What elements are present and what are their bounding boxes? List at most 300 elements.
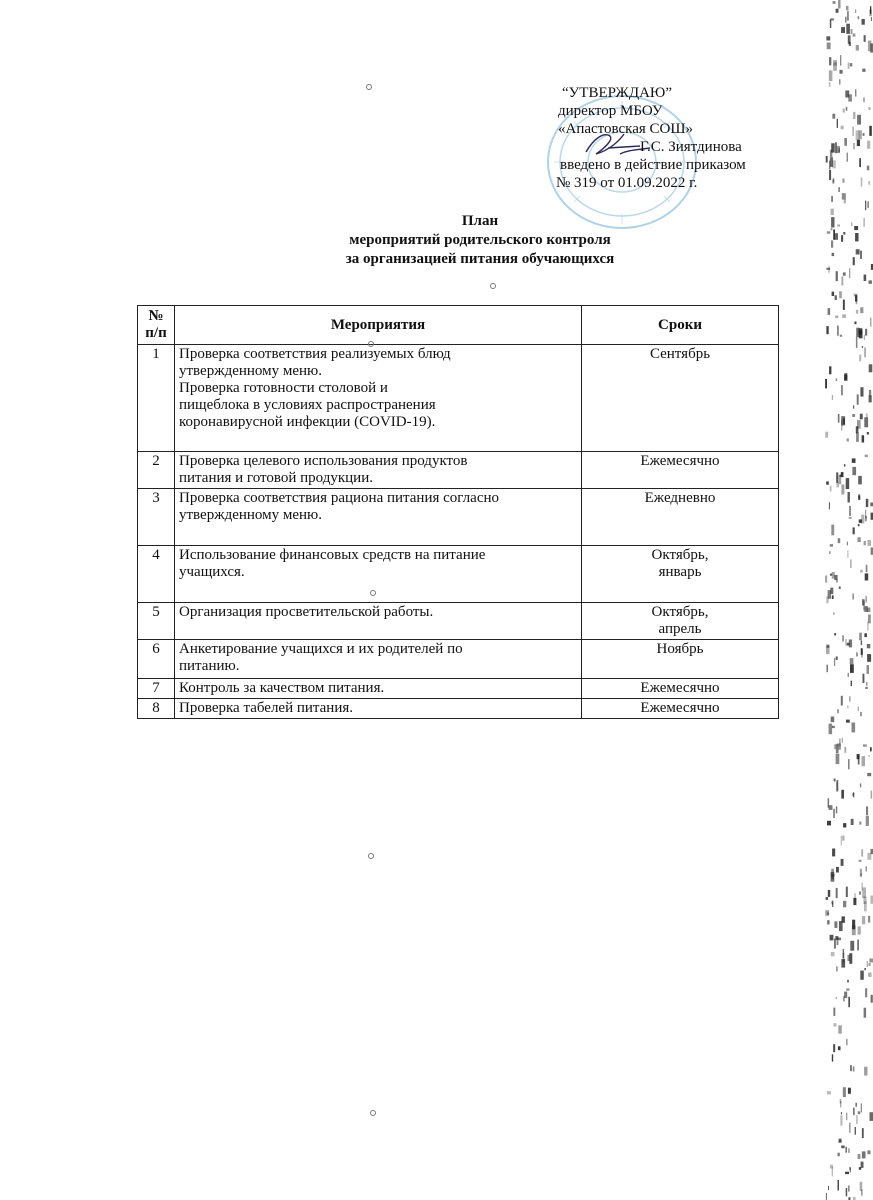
scan-noise-mark [853,792,854,797]
scan-noise-mark [869,364,873,372]
scan-noise-mark [855,1127,856,1135]
scan-noise-mark [831,717,835,723]
approval-signatory: Г.С. Зиятдинова [640,139,742,155]
term-line: апрель [658,621,702,637]
scan-noise-mark [868,107,870,110]
scan-noise-mark [853,127,854,136]
scan-noise-mark [865,968,866,970]
scan-noise-mark [864,1067,867,1076]
activity-line: утвержденному меню. [179,363,323,379]
scan-noise-mark [850,1065,852,1071]
scan-noise-mark [836,754,840,765]
scan-noise-mark [868,973,871,977]
scan-noise-mark [844,373,847,380]
scan-noise-mark [831,217,834,227]
scan-noise-mark [841,27,845,33]
approval-position: директор МБОУ [558,103,663,119]
scan-noise-mark [836,997,838,999]
scan-noise-mark [867,654,871,662]
scan-noise-mark [860,570,863,573]
scan-noise-mark [858,1154,861,1159]
scan-noise-mark [859,860,862,862]
scan-noise-mark [861,640,862,645]
scan-noise-mark [843,109,846,113]
scan-noise-mark [831,872,835,882]
scan-noise-mark [855,233,858,241]
scan-noise-mark [861,849,863,856]
scan-noise-mark [860,307,863,313]
scan-noise-mark [856,433,859,442]
term-line: Ежедневно [644,490,716,506]
scan-noise-mark [868,916,870,923]
scan-speck [370,1110,376,1116]
scan-noise-mark [869,963,871,966]
scan-noise-mark [853,1108,855,1116]
scan-noise-mark [831,240,833,247]
scan-noise-mark [860,1182,863,1191]
scan-noise-mark [832,180,834,184]
scan-noise-mark [856,45,859,51]
scan-noise-mark [850,1168,851,1173]
scan-noise-mark [831,952,835,956]
title-line-3: за организацией питания обучающихся [345,251,615,267]
scan-noise-mark [856,296,858,304]
scan-noise-mark [829,551,831,554]
scan-noise-mark [833,809,835,818]
scan-noise-mark [838,1153,840,1157]
header-num [138,306,175,345]
scan-noise-mark [862,1151,866,1158]
scan-noise-mark [843,823,846,827]
table-row [138,452,779,489]
scan-noise-mark [862,19,865,25]
scan-noise-mark [842,836,844,841]
scan-speck [490,283,496,289]
scan-noise-mark [860,869,862,877]
scan-noise-mark [825,379,827,389]
scan-noise-mark [829,366,831,374]
scan-noise-mark [867,622,868,631]
row-activity [175,452,582,489]
scan-noise-mark [848,63,850,69]
scan-noise-mark [852,920,855,930]
scan-noise-mark [826,481,829,484]
scan-noise-mark [832,849,835,857]
scan-noise-mark [826,36,830,40]
scan-noise-mark [866,866,867,871]
scan-noise-mark [867,608,870,613]
scan-noise-mark [858,476,862,485]
scan-noise-mark [865,329,867,336]
scan-noise-mark [841,1146,845,1149]
scan-noise-mark [852,414,855,417]
scan-noise-mark [846,988,849,990]
scan-noise-mark [842,179,844,183]
scan-noise-mark [829,170,831,180]
term-line: Ежемесячно [640,453,720,469]
scan-noise-mark [839,586,841,589]
scan-noise-mark [839,79,840,84]
scan-noise-mark [847,980,849,983]
scan-noise-mark [862,346,863,348]
scan-noise-mark [865,573,869,580]
scan-noise-mark [852,723,856,733]
scan-noise-mark [833,1044,835,1052]
scan-noise-mark [864,35,866,42]
scan-noise-mark [871,995,873,1003]
scan-noise-mark [832,114,835,119]
scan-noise-mark [863,674,865,683]
scan-noise-mark [829,502,830,509]
row-activity [175,345,582,452]
scan-noise-mark [849,506,850,516]
scan-noise-mark [838,743,841,749]
scan-noise-mark [865,988,867,997]
scan-noise-mark [871,17,872,21]
scan-noise-mark [843,272,846,275]
scan-noise-mark [834,575,837,580]
scan-speck [370,590,376,596]
scan-noise-mark [868,614,871,623]
row-term [582,603,779,640]
scan-noise-mark [838,1140,841,1143]
row-number: 3 [138,489,175,546]
scan-noise-mark [841,836,842,846]
scan-noise-mark [858,495,860,500]
approval-heading: “УТВЕРЖДАЮ” [562,85,673,101]
row-activity [175,679,582,699]
scan-noise-mark [849,1123,850,1133]
activity-line: Организация просветительской работы. [179,604,434,620]
scan-noise-mark [849,268,850,278]
scan-noise-mark [859,822,861,825]
term-line: Ноябрь [656,641,704,657]
scan-noise-mark [841,385,843,395]
scan-noise-mark [862,599,865,605]
scan-noise-mark [853,527,855,534]
scan-noise-mark [843,1087,846,1097]
scan-noise-mark [859,355,861,362]
scan-noise-mark [842,314,846,318]
row-number: 6 [138,640,175,679]
scan-noise-mark [863,218,865,227]
activity-line: Проверка готовности столовой и [179,380,388,396]
row-activity [175,699,582,719]
scan-noise-mark [867,644,871,648]
scan-noise-mark [868,540,872,546]
scan-noise-mark [857,115,861,125]
term-line: Октябрь, [651,547,709,563]
scan-noise-mark [837,146,840,153]
scan-noise-mark [836,966,837,971]
table-header-row [138,306,779,345]
scan-noise-mark [836,378,837,381]
scan-noise-mark [833,1023,836,1026]
scan-noise-mark [861,1103,862,1112]
header-activity: Мероприятия [175,306,582,345]
scan-noise-mark [826,156,828,163]
scan-noise-mark [840,70,843,74]
scan-noise-mark [855,9,856,13]
scan-noise-mark [856,1115,858,1124]
row-term [582,546,779,603]
scan-noise-mark [867,1150,870,1154]
approval-school: «Апастовская СОШ» [558,121,694,137]
scan-noise-mark [869,280,872,283]
scan-noise-mark [858,524,860,526]
scan-noise-mark [850,559,852,568]
scan-noise-mark [849,640,852,648]
scan-noise-mark [835,233,838,240]
scan-noise-mark [836,472,838,483]
scan-noise-mark [826,897,828,900]
scan-noise-mark [838,0,840,9]
table-row [138,679,779,699]
scan-edge-noise [821,0,873,1200]
scan-noise-mark [846,478,850,489]
table-row [138,345,779,452]
scan-noise-mark [844,747,846,753]
scan-noise-mark [838,1046,841,1050]
table-row [138,546,779,603]
scan-noise-mark [856,130,860,140]
activity-line: Проверка целевого использования продуктов [179,453,468,469]
scan-noise-mark [841,126,844,130]
scan-noise-mark [867,961,868,967]
scan-noise-mark [829,57,831,65]
scan-noise-mark [862,435,865,442]
scan-noise-mark [826,1193,827,1200]
scan-noise-mark [845,17,846,23]
scan-noise-mark [862,69,865,72]
scan-noise-mark [867,773,871,776]
scan-noise-mark [834,939,836,949]
table-row [138,603,779,640]
scan-noise-mark [829,82,831,87]
scan-noise-mark [848,997,850,1007]
scan-noise-mark [828,308,831,315]
scan-noise-mark [846,1188,848,1196]
scan-noise-mark [865,455,868,458]
row-term [582,489,779,546]
scan-noise-mark [848,1148,850,1153]
scan-noise-mark [831,209,834,216]
activity-line: коронавирусной инфекции (COVID-19). [179,414,436,430]
scan-noise-mark [827,43,831,50]
scan-noise-mark [830,1165,833,1169]
scan-noise-mark [832,292,835,296]
scan-noise-mark [830,157,833,167]
scan-noise-mark [866,565,868,572]
scan-noise-mark [830,150,833,158]
scan-noise-mark [844,199,846,203]
scan-noise-mark [862,887,866,898]
scan-noise-mark [830,486,832,492]
row-number: 4 [138,546,175,603]
activity-line: питания и готовой продукции. [179,470,373,486]
scan-noise-mark [850,664,854,673]
scan-noise-mark [863,133,865,136]
scan-noise-mark [846,107,848,111]
scan-noise-mark [866,806,868,815]
scan-noise-mark [843,300,845,310]
scan-noise-mark [842,635,844,641]
scan-noise-mark [841,859,844,866]
scan-noise-mark [847,550,848,558]
scan-noise-mark [839,475,842,484]
scan-noise-mark [838,938,841,941]
scan-noise-mark [828,890,830,897]
scan-noise-mark [848,1186,849,1192]
scan-noise-mark [827,920,830,924]
scan-noise-mark [853,112,855,119]
scan-noise-mark [858,537,861,542]
scan-noise-mark [871,791,873,799]
scan-noise-mark [838,1180,840,1191]
table-row [138,640,779,679]
scan-noise-mark [827,231,831,233]
row-activity [175,603,582,640]
scan-noise-mark [859,519,862,523]
scan-noise-mark [827,1091,831,1094]
approval-enacted: введено в действие приказом [560,157,746,173]
scan-noise-mark [828,590,831,599]
scan-noise-mark [859,158,861,167]
scan-noise-mark [847,153,848,162]
scan-noise-mark [840,335,842,337]
term-line: Октябрь, [651,604,709,620]
scan-noise-mark [864,335,865,340]
scan-noise-mark [853,34,856,37]
scan-noise-mark [844,992,847,998]
row-term [582,452,779,489]
activity-line: Проверка соответствия реализуемых блюд [179,346,451,362]
scan-noise-mark [870,747,872,751]
scan-noise-mark [848,35,851,43]
scan-noise-mark [851,681,852,687]
scan-noise-mark [839,921,843,931]
scan-noise-mark [867,141,870,149]
scan-noise-mark [865,510,866,520]
scan-noise-mark [866,682,867,686]
scan-noise-mark [846,24,850,34]
scan-noise-mark [869,126,872,136]
scan-noise-mark [833,62,837,65]
scan-noise-mark [838,187,839,192]
scan-noise-mark [832,253,835,256]
scan-noise-mark [836,867,839,873]
scan-noise-mark [864,633,867,637]
scan-noise-mark [826,268,830,270]
scan-noise-mark [862,1128,864,1138]
approval-block [552,84,812,192]
activity-line: питанию. [179,658,240,674]
scan-noise-mark [869,395,872,402]
row-number: 2 [138,452,175,489]
scan-noise-mark [870,1112,873,1121]
scan-noise-mark [842,738,843,743]
row-number: 1 [138,345,175,452]
scan-noise-mark [827,645,830,648]
scan-speck [368,853,374,859]
scan-noise-mark [836,9,839,13]
scan-noise-mark [860,712,861,716]
scan-noise-mark [841,790,844,799]
scan-noise-mark [853,594,854,600]
plan-table [137,305,779,719]
scan-noise-mark [848,1088,851,1094]
scan-noise-mark [850,941,854,951]
scan-noise-mark [832,901,834,904]
scan-noise-mark [825,432,828,438]
scan-noise-mark [856,1103,857,1107]
title-line-1: План [461,213,499,229]
scan-noise-mark [869,755,870,757]
scan-noise-mark [829,70,833,81]
scan-noise-mark [862,916,865,924]
scan-noise-mark [864,275,867,282]
scan-noise-mark [840,1101,841,1107]
scan-noise-mark [838,538,841,543]
activity-line: пищеблока в условиях распространения [179,397,436,413]
scan-noise-mark [853,143,855,149]
scan-noise-mark [854,322,856,325]
scan-noise-mark [849,696,850,701]
scan-noise-mark [861,648,863,655]
scan-noise-mark [843,901,846,908]
scan-noise-mark [864,541,866,545]
activity-line: утвержденному меню. [179,507,323,523]
activity-line: Контроль за качеством питания. [179,680,385,696]
scan-noise-mark [849,517,852,519]
scan-noise-mark [834,744,835,749]
scan-noise-mark [836,744,839,753]
scan-noise-mark [838,414,840,423]
scan-noise-mark [853,257,855,265]
scan-noise-mark [863,744,867,746]
scan-noise-mark [832,903,833,907]
term-line: Ежемесячно [640,700,720,716]
scan-noise-mark [839,291,842,298]
row-activity [175,489,582,546]
scan-noise-mark [858,16,860,19]
scan-noise-mark [832,595,834,599]
scan-speck [366,84,372,90]
scan-noise-mark [841,696,843,706]
scan-noise-mark [864,347,865,357]
scan-noise-mark [851,222,852,226]
row-number: 7 [138,679,175,699]
scan-noise-mark [832,395,833,400]
scan-noise-mark [847,706,848,709]
scan-noise-mark [841,959,845,968]
scan-speck [368,341,374,347]
scan-noise-mark [860,783,861,787]
term-line: Ежемесячно [640,680,720,696]
row-number: 8 [138,699,175,719]
scan-noise-mark [830,935,834,941]
scan-noise-mark [867,432,869,435]
scan-noise-mark [837,225,840,227]
scan-noise-mark [835,316,838,319]
scan-noise-mark [856,337,858,348]
scan-noise-mark [854,294,858,297]
scan-noise-mark [844,138,847,146]
table-row [138,699,779,719]
scan-noise-mark [835,295,837,300]
scan-noise-mark [862,756,866,766]
row-activity [175,546,582,603]
